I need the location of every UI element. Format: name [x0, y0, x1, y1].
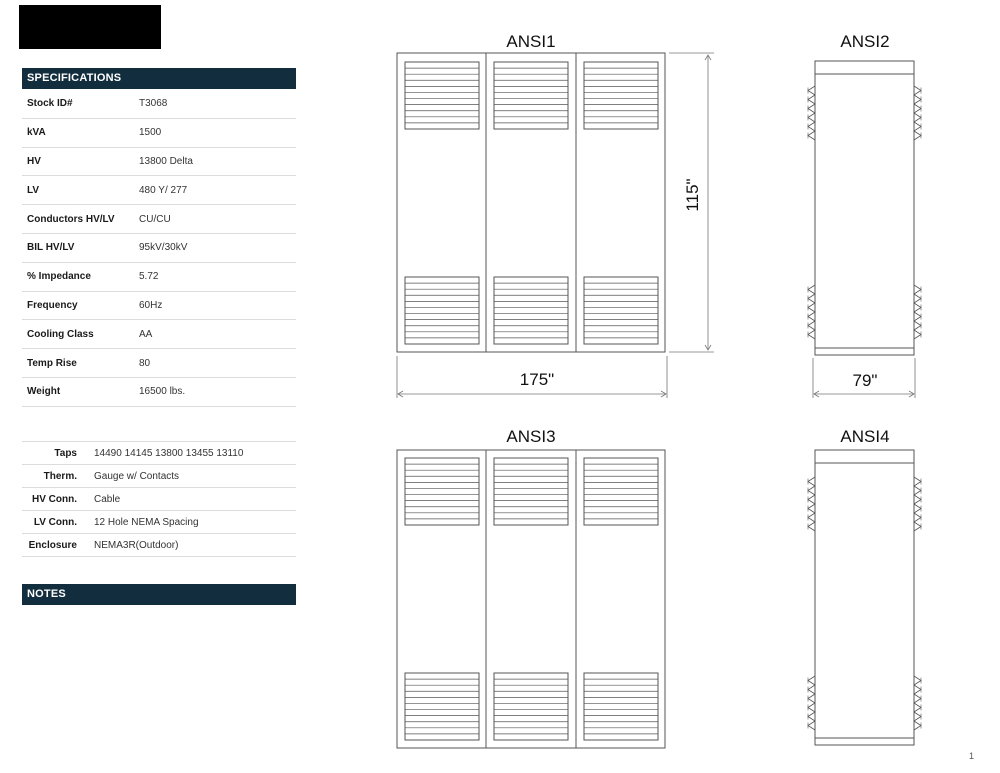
louver-panel [584, 62, 658, 129]
spec-label: kVA [22, 118, 134, 147]
cooling-fin [808, 285, 815, 294]
spec-label: Frequency [22, 291, 134, 320]
cooling-fin [914, 676, 921, 685]
cooling-fin [808, 676, 815, 685]
spec-value: 1500 [134, 118, 296, 147]
cooling-fin [914, 685, 921, 694]
cooling-fin [808, 122, 815, 131]
ansi4-fins-right-bottom [914, 676, 921, 730]
ansi1-width-label: 175" [519, 370, 555, 389]
cooling-fin [914, 104, 921, 113]
extra-label: LV Conn. [22, 511, 93, 534]
louver-panel [405, 277, 479, 344]
cooling-fin [914, 694, 921, 703]
cooling-fin [914, 486, 921, 495]
ansi2-side-view [808, 61, 921, 355]
spec-label: BIL HV/LV [22, 233, 134, 262]
cooling-fin [914, 522, 921, 531]
ansi2-outline [815, 61, 914, 355]
cooling-fin [914, 285, 921, 294]
cooling-fin [808, 703, 815, 712]
spec-value: CU/CU [134, 205, 296, 234]
extra-value: NEMA3R(Outdoor) [93, 534, 296, 557]
ansi3-louvers-bottom [405, 673, 658, 740]
louver-panel [405, 458, 479, 525]
cooling-fin [914, 513, 921, 522]
ansi1-front-view [397, 53, 665, 352]
ansi2-fins-right-bottom [914, 285, 921, 339]
cooling-fin [808, 113, 815, 122]
spec-value: T3068 [134, 90, 296, 118]
spec-label: Temp Rise [22, 349, 134, 378]
louver-panel [405, 62, 479, 129]
cooling-fin [808, 721, 815, 730]
specifications-header: SPECIFICATIONS [22, 68, 296, 89]
louver-panel [494, 277, 568, 344]
cooling-fin [914, 721, 921, 730]
cooling-fin [808, 294, 815, 303]
cooling-fin [914, 86, 921, 95]
spec-label: Stock ID# [22, 90, 134, 118]
cooling-fin [914, 122, 921, 131]
cooling-fin [914, 495, 921, 504]
cooling-fin [914, 321, 921, 330]
cooling-fin [808, 131, 815, 140]
cooling-fin [914, 131, 921, 140]
extra-value: 14490 14145 13800 13455 13110 [93, 442, 296, 465]
spec-label: LV [22, 176, 134, 205]
louver-panel [584, 277, 658, 344]
cooling-fin [914, 703, 921, 712]
cooling-fin [808, 712, 815, 721]
spec-value: 80 [134, 349, 296, 378]
ansi2-fins-right-top [914, 86, 921, 140]
spec-label: % Impedance [22, 262, 134, 291]
cooling-fin [808, 312, 815, 321]
cooling-fin [914, 477, 921, 486]
cooling-fin [808, 86, 815, 95]
spec-value: 13800 Delta [134, 147, 296, 176]
louver-panel [494, 62, 568, 129]
ansi4-fins-left-top [808, 477, 815, 531]
ansi4-title: ANSI4 [840, 427, 890, 446]
cooling-fin [808, 330, 815, 339]
louver-panel [405, 673, 479, 740]
spec-value: 5.72 [134, 262, 296, 291]
ansi1-louvers-top [405, 62, 658, 129]
spec-label: Weight [22, 377, 134, 406]
cooling-fin [808, 477, 815, 486]
ansi4-outline [815, 450, 914, 745]
cooling-fin [808, 685, 815, 694]
spec-value: AA [134, 320, 296, 349]
cooling-fin [914, 504, 921, 513]
extra-value: Gauge w/ Contacts [93, 465, 296, 488]
cooling-fin [914, 712, 921, 721]
extra-label: Enclosure [22, 534, 93, 557]
cooling-fin [808, 495, 815, 504]
extra-label: Taps [22, 442, 93, 465]
ansi4-side-view [808, 450, 921, 745]
extra-label: HV Conn. [22, 488, 93, 511]
spec-label: HV [22, 147, 134, 176]
notes-header: NOTES [22, 584, 296, 605]
ansi4-fins-right-top [914, 477, 921, 531]
louver-panel [494, 673, 568, 740]
cooling-fin [914, 312, 921, 321]
cooling-fin [808, 522, 815, 531]
spec-value: 480 Y/ 277 [134, 176, 296, 205]
ansi3-title: ANSI3 [506, 427, 556, 446]
louver-panel [584, 458, 658, 525]
cooling-fin [914, 303, 921, 312]
cooling-fin [808, 321, 815, 330]
page-number: 1 [969, 751, 975, 761]
ansi1-title: ANSI1 [506, 32, 556, 51]
ansi1-louvers-bottom [405, 277, 658, 344]
extra-value: Cable [93, 488, 296, 511]
cooling-fin [808, 513, 815, 522]
spec-value: 95kV/30kV [134, 233, 296, 262]
ansi1-height-label: 115" [683, 178, 702, 212]
ansi2-fins-left-top [808, 86, 815, 140]
cooling-fin [914, 330, 921, 339]
spec-value: 16500 lbs. [134, 377, 296, 406]
cooling-fin [808, 694, 815, 703]
ansi2-fins-left-bottom [808, 285, 815, 339]
louver-panel [494, 458, 568, 525]
cooling-fin [808, 486, 815, 495]
cooling-fin [914, 113, 921, 122]
spec-label: Conductors HV/LV [22, 205, 134, 234]
ansi3-front-view [397, 450, 665, 748]
extra-label: Therm. [22, 465, 93, 488]
ansi3-louvers-top [405, 458, 658, 525]
cooling-fin [808, 104, 815, 113]
louver-panel [584, 673, 658, 740]
ansi4-fins-left-bottom [808, 676, 815, 730]
cooling-fin [808, 95, 815, 104]
ansi2-width-label: 79" [852, 371, 878, 390]
cooling-fin [914, 294, 921, 303]
cooling-fin [808, 303, 815, 312]
spec-value: 60Hz [134, 291, 296, 320]
cooling-fin [914, 95, 921, 104]
extra-value: 12 Hole NEMA Spacing [93, 511, 296, 534]
cooling-fin [808, 504, 815, 513]
spec-label: Cooling Class [22, 320, 134, 349]
ansi2-title: ANSI2 [840, 32, 890, 51]
